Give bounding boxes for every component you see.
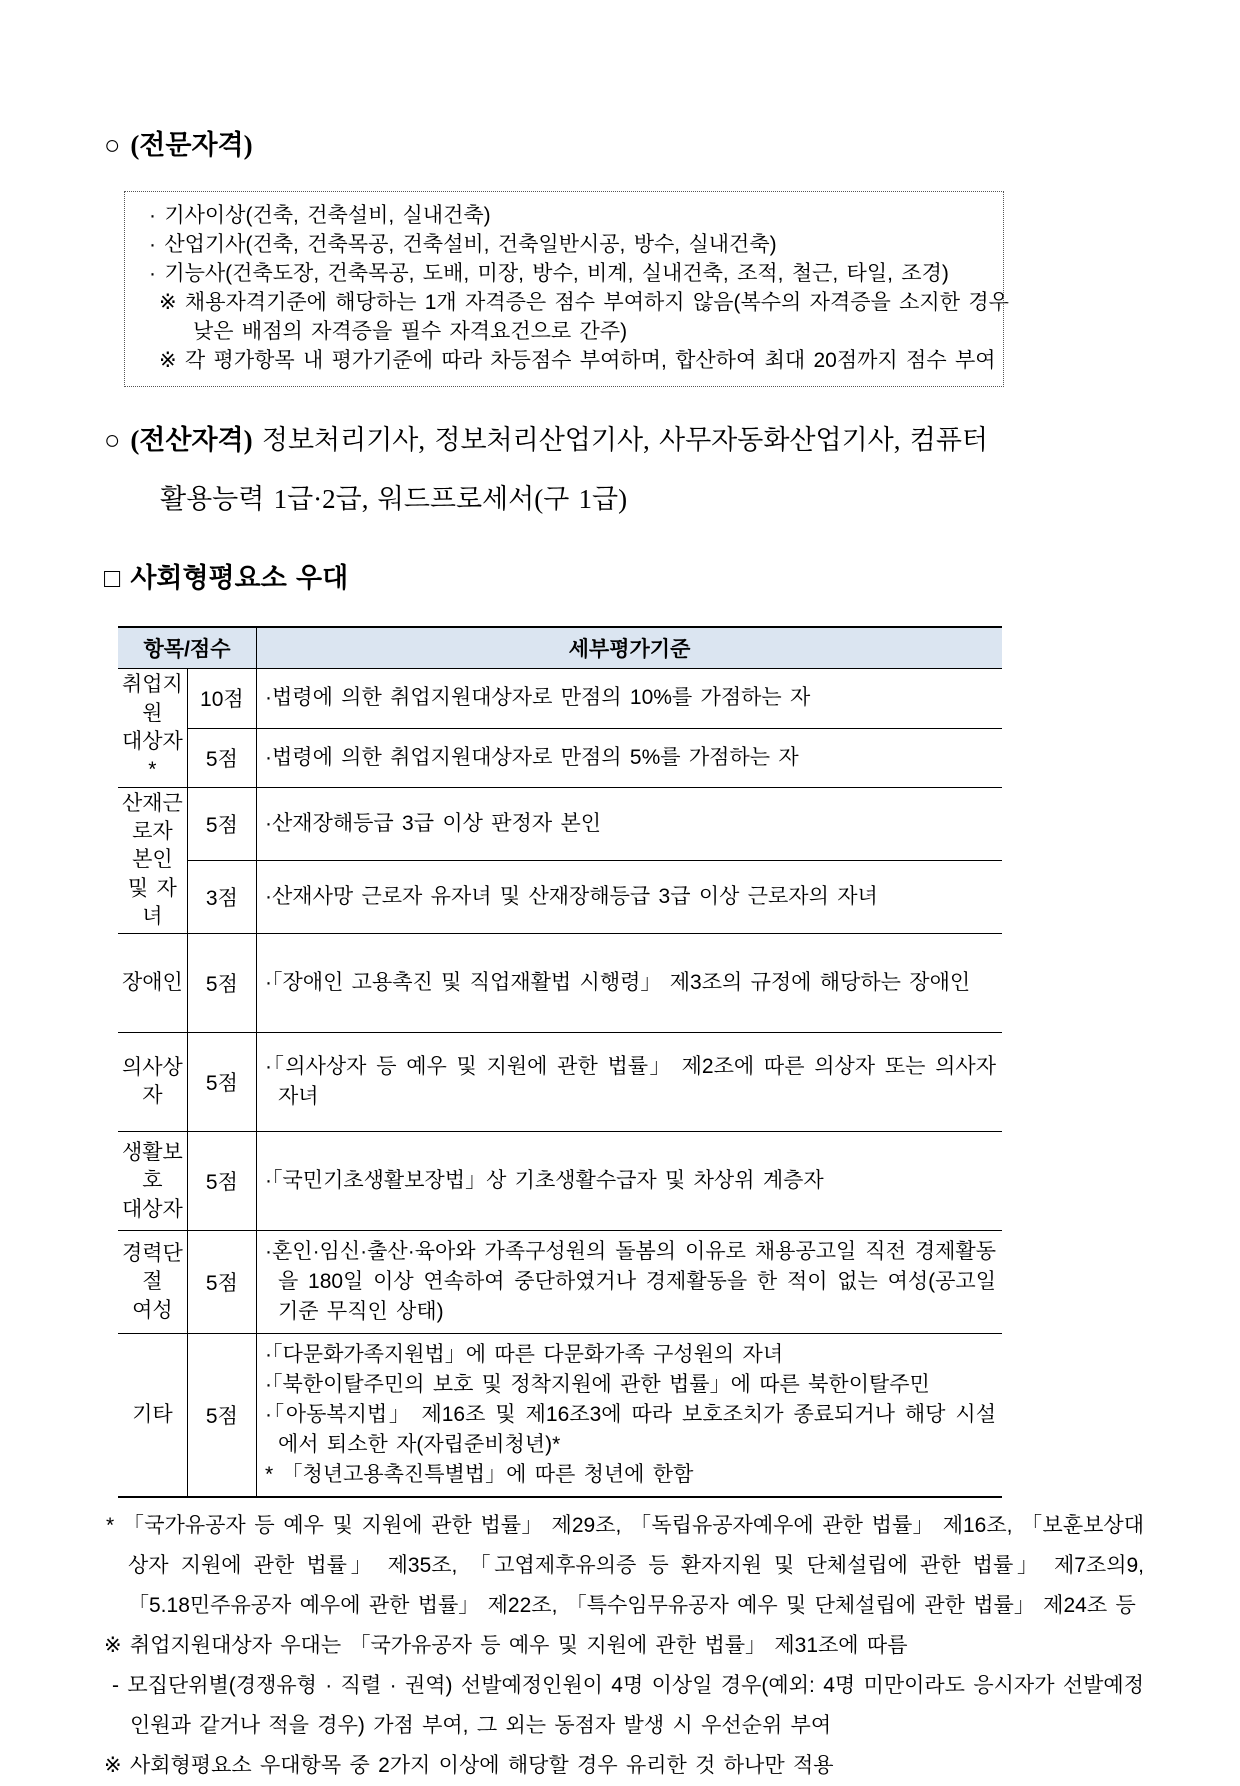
item-cell: 생활보호 대상자 xyxy=(118,1132,187,1231)
criteria-cell xyxy=(257,669,1003,728)
qualification-line: · 기사이상(건축, 건축설비, 실내건축) xyxy=(149,204,491,228)
criteria-cell xyxy=(257,1334,1003,1498)
footnote: * 「국가유공자 등 예우 및 지원에 관한 법률」 제29조, 「독립유공자예우에 관한 법률」 제16조, 「보훈보상대상자 지원에 관한 법률」 제35조, 「고엽제후유의증 등 환자지원 및 단체설립에 관한 법률」 제7조의9, 「5.18민주유공자 예우에 관한 법률」 제22조, 「특수임무유공자 예우 및 단체설립에 관한 법률」 제24조 등 xyxy=(106,1514,1144,1618)
header-criteria: 세부평가기준 xyxy=(257,627,1003,669)
footnotes-block xyxy=(104,1506,1144,1786)
criteria-line: ·「국민기초생활보장법」상 기초생활수급자 및 차상위 계층자 xyxy=(265,1169,824,1193)
section-social-equity-heading xyxy=(104,561,1144,596)
criteria-cell xyxy=(257,787,1003,860)
score-cell: 10점 xyxy=(187,669,256,728)
table-row xyxy=(118,1033,1002,1132)
criteria-line: ·「의사상자 등 예우 및 지원에 관한 법률」 제2조에 따른 의상자 또는 의사자 자녀 xyxy=(265,1055,996,1109)
score-cell: 5점 xyxy=(187,1033,256,1132)
header-item-score: 항목/점수 xyxy=(118,627,257,669)
criteria-line: ·「다문화가족지원법」에 따른 다문화가족 구성원의 자녀 xyxy=(265,1343,784,1367)
item-cell: 취업지원 대상자* xyxy=(118,669,187,787)
criteria-line: ·「북한이탈주민의 보호 및 정착지원에 관한 법률」에 따른 북한이탈주민 xyxy=(265,1373,930,1397)
footnote: ※ 사회형평요소 우대항목 중 2가지 이상에 해당할 경우 유리한 것 하나만 적용 xyxy=(104,1754,834,1778)
footnote: ※ 취업지원대상자 우대는 「국가유공자 등 예우 및 지원에 관한 법률」 제31조에 따름 xyxy=(104,1634,908,1658)
computer-qualification-text-line2: 활용능력 1급·2급, 워드프로세서(구 1급) xyxy=(160,484,628,515)
criteria-line: ·혼인·임신·출산·육아와 가족구성원의 돌봄의 이유로 채용공고일 직전 경제활동을 180일 이상 연속하여 중단하였거나 경제활동을 한 적이 없는 여성(공고일 기준 무직인 상태) xyxy=(265,1240,996,1324)
table-body xyxy=(118,669,1002,1498)
criteria-line: ·「아동복지법」 제16조 및 제16조3에 따라 보호조치가 종료되거나 해당 시설에서 퇴소한 자(자립준비청년)* xyxy=(265,1403,996,1457)
table-header xyxy=(118,627,1002,669)
score-cell: 5점 xyxy=(187,728,256,787)
square-marker: □ xyxy=(104,563,121,594)
criteria-cell xyxy=(257,861,1003,934)
table-row xyxy=(118,1334,1002,1498)
section-title: (전산자격) xyxy=(130,425,253,456)
section-professional-qualification-heading xyxy=(104,128,1144,163)
criteria-cell xyxy=(257,728,1003,787)
qualification-line: · 산업기사(건축, 건축목공, 건축설비, 건축일반시공, 방수, 실내건축) xyxy=(149,233,777,257)
score-cell: 5점 xyxy=(187,787,256,860)
qualification-line: ※ 각 평가항목 내 평가기준에 따라 차등점수 부여하며, 합산하여 최대 20점까지 점수 부여 xyxy=(159,349,996,373)
footnote: - 모집단위별(경쟁유형 · 직렬 · 권역) 선발예정인원이 4명 이상일 경우(예외: 4명 미만이라도 응시자가 선발예정인원과 같거나 적을 경우) 가점 부여, 그 외는 동점자 발생 시 우선순위 부여 xyxy=(112,1674,1144,1738)
section-title: 사회형평요소 우대 xyxy=(130,563,349,594)
table-row xyxy=(118,669,1002,728)
item-cell: 의사상자 xyxy=(118,1033,187,1132)
social-equity-table xyxy=(118,626,1002,1498)
criteria-line: ·산재장해등급 3급 이상 판정자 본인 xyxy=(265,811,602,835)
table-row xyxy=(118,787,1002,860)
table-row xyxy=(118,934,1002,1033)
score-cell: 5점 xyxy=(187,1334,256,1498)
table-row xyxy=(118,1231,1002,1334)
table-row xyxy=(118,861,1002,934)
item-cell: 장애인 xyxy=(118,934,187,1033)
circle-marker: ○ xyxy=(104,130,121,160)
section-title: (전문자격) xyxy=(130,130,253,160)
criteria-line: ·산재사망 근로자 유자녀 및 산재장해등급 3급 이상 근로자의 자녀 xyxy=(265,885,878,909)
table-row xyxy=(118,728,1002,787)
qualification-line: 낮은 배점의 자격증을 필수 자격요건으로 간주) xyxy=(193,320,628,344)
item-cell: 경력단절 여성 xyxy=(118,1231,187,1334)
circle-marker: ○ xyxy=(104,425,121,456)
computer-qualification-text-line1: 정보처리기사, 정보처리산업기사, 사무자동화산업기사, 컴퓨터 xyxy=(261,425,989,456)
section-computer-qualification-heading xyxy=(104,423,1144,458)
criteria-cell xyxy=(257,1231,1003,1334)
item-cell: 산재근로자 본인 및 자녀 xyxy=(118,787,187,934)
qualification-line: ※ 채용자격기준에 해당하는 1개 자격증은 점수 부여하지 않음(복수의 자격증을 소지한 경우 xyxy=(159,291,1009,315)
criteria-cell xyxy=(257,1033,1003,1132)
item-cell: 기타 xyxy=(118,1334,187,1498)
criteria-line: * 「청년고용촉진특별법」에 따른 청년에 한함 xyxy=(265,1463,694,1487)
table-row xyxy=(118,1132,1002,1231)
table-header-row xyxy=(118,627,1002,669)
criteria-cell xyxy=(257,1132,1003,1231)
qualification-line: · 기능사(건축도장, 건축목공, 도배, 미장, 방수, 비계, 실내건축, 조적, 철근, 타일, 조경) xyxy=(149,262,949,286)
score-cell: 5점 xyxy=(187,1132,256,1231)
professional-qualification-box xyxy=(124,191,1009,387)
criteria-cell xyxy=(257,934,1003,1033)
criteria-line: ·법령에 의한 취업지원대상자로 만점의 5%를 가점하는 자 xyxy=(265,745,799,769)
score-cell: 5점 xyxy=(187,1231,256,1334)
criteria-line: ·법령에 의한 취업지원대상자로 만점의 10%를 가점하는 자 xyxy=(265,686,811,710)
score-cell: 5점 xyxy=(187,934,256,1033)
criteria-line: ·「장애인 고용촉진 및 직업재활법 시행령」 제3조의 규정에 해당하는 장애인 xyxy=(265,971,971,995)
score-cell: 3점 xyxy=(187,861,256,934)
